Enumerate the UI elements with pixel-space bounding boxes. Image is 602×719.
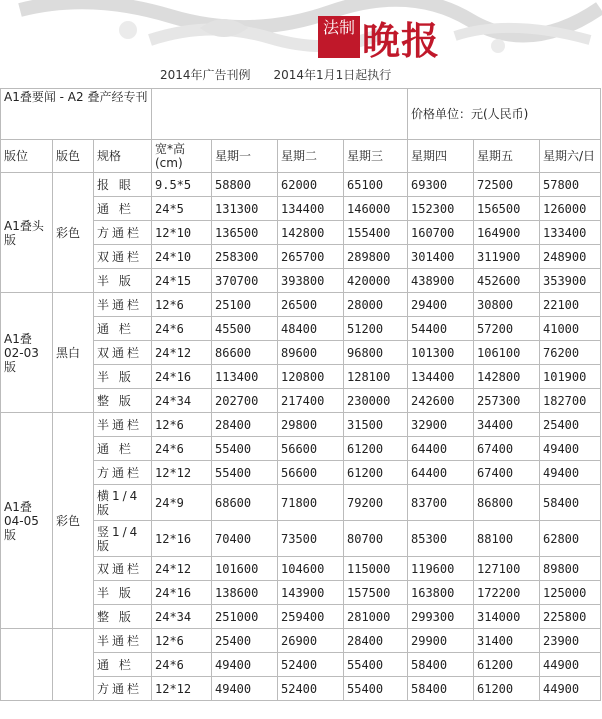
ad-spec: 报 眼 (94, 173, 152, 197)
price-cell: 152300 (408, 197, 474, 221)
ad-size: 12*6 (152, 629, 212, 653)
price-cell: 65100 (344, 173, 408, 197)
ad-spec: 竖1/4版 (94, 521, 152, 557)
price-cell: 25400 (540, 413, 601, 437)
price-cell: 134400 (408, 365, 474, 389)
price-cell: 142800 (278, 221, 344, 245)
ad-size: 12*12 (152, 461, 212, 485)
price-cell: 34400 (474, 413, 540, 437)
price-cell: 115000 (344, 557, 408, 581)
price-cell: 242600 (408, 389, 474, 413)
price-cell: 57800 (540, 173, 601, 197)
price-cell: 49400 (212, 677, 278, 701)
ad-size: 24*10 (152, 245, 212, 269)
price-cell: 28400 (344, 629, 408, 653)
price-cell: 44900 (540, 653, 601, 677)
logo-wanbao-text: 晚报 (362, 18, 441, 63)
ad-size: 12*16 (152, 521, 212, 557)
price-cell: 89800 (540, 557, 601, 581)
price-cell: 125000 (540, 581, 601, 605)
price-cell: 51200 (344, 317, 408, 341)
price-cell: 32900 (408, 413, 474, 437)
ad-position (1, 629, 53, 701)
decorative-swirl-banner (0, 0, 602, 66)
price-cell: 76200 (540, 341, 601, 365)
price-cell: 258300 (212, 245, 278, 269)
price-cell: 202700 (212, 389, 278, 413)
price-cell: 217400 (278, 389, 344, 413)
price-cell: 146000 (344, 197, 408, 221)
price-cell: 101900 (540, 365, 601, 389)
price-cell: 61200 (474, 653, 540, 677)
ad-spec: 半通栏 (94, 293, 152, 317)
price-cell: 83700 (408, 485, 474, 521)
ad-size: 24*34 (152, 605, 212, 629)
price-cell: 164900 (474, 221, 540, 245)
price-cell: 142800 (474, 365, 540, 389)
price-cell: 104600 (278, 557, 344, 581)
ad-position: A1叠04-05版 (1, 413, 53, 629)
price-cell: 45500 (212, 317, 278, 341)
price-cell: 58400 (408, 677, 474, 701)
rate-card-subtitle (160, 66, 391, 83)
price-cell: 61200 (344, 461, 408, 485)
price-cell: 88100 (474, 521, 540, 557)
advertising-rate-table (0, 88, 601, 701)
price-cell: 31500 (344, 413, 408, 437)
price-cell: 67400 (474, 461, 540, 485)
price-cell: 58800 (212, 173, 278, 197)
price-cell: 68600 (212, 485, 278, 521)
price-cell: 131300 (212, 197, 278, 221)
price-cell: 61200 (474, 677, 540, 701)
price-cell: 156500 (474, 197, 540, 221)
table-row (1, 173, 601, 197)
price-cell: 55400 (212, 461, 278, 485)
price-cell: 106100 (474, 341, 540, 365)
price-cell: 101600 (212, 557, 278, 581)
price-cell: 70400 (212, 521, 278, 557)
price-cell: 136500 (212, 221, 278, 245)
ad-spec: 双通栏 (94, 341, 152, 365)
column-header-row (1, 140, 601, 173)
price-cell: 420000 (344, 269, 408, 293)
ad-size: 12*6 (152, 293, 212, 317)
price-cell: 133400 (540, 221, 601, 245)
price-cell: 29900 (408, 629, 474, 653)
price-cell: 30800 (474, 293, 540, 317)
price-cell: 49400 (540, 461, 601, 485)
page-header (0, 0, 602, 90)
price-cell: 64400 (408, 437, 474, 461)
price-cell: 56600 (278, 461, 344, 485)
ad-spec: 横1/4版 (94, 485, 152, 521)
print-color: 黑白 (53, 293, 94, 413)
price-cell: 259400 (278, 605, 344, 629)
ad-size: 24*6 (152, 437, 212, 461)
price-cell: 248900 (540, 245, 601, 269)
ad-size: 24*12 (152, 341, 212, 365)
ad-spec: 半 版 (94, 365, 152, 389)
ad-size: 24*16 (152, 581, 212, 605)
ad-spec: 整 版 (94, 389, 152, 413)
price-cell: 251000 (212, 605, 278, 629)
effective-date: 2014年1月1日起执行 (273, 68, 392, 82)
price-cell: 55400 (212, 437, 278, 461)
ad-position: A1叠头版 (1, 173, 53, 293)
price-cell: 52400 (278, 653, 344, 677)
ad-size: 24*12 (152, 557, 212, 581)
ad-spec: 双通栏 (94, 245, 152, 269)
price-cell: 57200 (474, 317, 540, 341)
price-cell: 80700 (344, 521, 408, 557)
price-cell: 79200 (344, 485, 408, 521)
column-header: 星期六/日 (540, 140, 601, 173)
price-cell: 49400 (540, 437, 601, 461)
ad-size: 24*34 (152, 389, 212, 413)
price-cell: 96800 (344, 341, 408, 365)
table-row (1, 629, 601, 653)
section-title: A1叠要闻 - A2 叠产经专刊 (1, 89, 152, 140)
ad-spec: 半 版 (94, 269, 152, 293)
price-cell: 128100 (344, 365, 408, 389)
ad-position: A1叠02-03版 (1, 293, 53, 413)
column-header: 星期二 (278, 140, 344, 173)
rate-card-year-title: 2014年广告刊例 (160, 68, 251, 82)
price-cell: 160700 (408, 221, 474, 245)
price-unit-label: 价格单位：元(人民币) (408, 89, 601, 140)
ad-spec: 双通栏 (94, 557, 152, 581)
price-cell: 86600 (212, 341, 278, 365)
price-cell: 301400 (408, 245, 474, 269)
ad-size: 12*10 (152, 221, 212, 245)
price-cell: 62000 (278, 173, 344, 197)
price-cell: 101300 (408, 341, 474, 365)
price-cell: 126000 (540, 197, 601, 221)
print-color: 彩色 (53, 173, 94, 293)
price-cell: 353900 (540, 269, 601, 293)
ad-spec: 通 栏 (94, 317, 152, 341)
price-cell: 113400 (212, 365, 278, 389)
price-cell: 230000 (344, 389, 408, 413)
price-cell: 143900 (278, 581, 344, 605)
ad-size: 24*16 (152, 365, 212, 389)
fazhi-wanbao-logo (318, 14, 458, 63)
price-cell: 299300 (408, 605, 474, 629)
section-title-row (1, 89, 601, 140)
column-header: 版色 (53, 140, 94, 173)
column-header: 星期五 (474, 140, 540, 173)
price-cell: 55400 (344, 653, 408, 677)
ad-spec: 通 栏 (94, 653, 152, 677)
price-cell: 72500 (474, 173, 540, 197)
price-cell: 25100 (212, 293, 278, 317)
price-cell: 119600 (408, 557, 474, 581)
price-cell: 265700 (278, 245, 344, 269)
column-header: 星期三 (344, 140, 408, 173)
price-cell: 26500 (278, 293, 344, 317)
ad-spec: 半通栏 (94, 413, 152, 437)
ad-size: 24*15 (152, 269, 212, 293)
price-cell: 22100 (540, 293, 601, 317)
price-cell: 172200 (474, 581, 540, 605)
price-cell: 89600 (278, 341, 344, 365)
price-cell: 56600 (278, 437, 344, 461)
price-cell: 289800 (344, 245, 408, 269)
price-cell: 257300 (474, 389, 540, 413)
print-color (53, 629, 94, 701)
price-cell: 138600 (212, 581, 278, 605)
ad-size: 24*5 (152, 197, 212, 221)
ad-spec: 半通栏 (94, 629, 152, 653)
price-cell: 393800 (278, 269, 344, 293)
column-header: 宽*高(cm) (152, 140, 212, 173)
price-cell: 62800 (540, 521, 601, 557)
price-cell: 438900 (408, 269, 474, 293)
price-cell: 163800 (408, 581, 474, 605)
price-cell: 25400 (212, 629, 278, 653)
price-cell: 127100 (474, 557, 540, 581)
price-cell: 58400 (540, 485, 601, 521)
column-header: 星期四 (408, 140, 474, 173)
column-header: 规格 (94, 140, 152, 173)
ad-spec: 通 栏 (94, 437, 152, 461)
price-cell: 31400 (474, 629, 540, 653)
ad-size: 12*12 (152, 677, 212, 701)
price-cell: 23900 (540, 629, 601, 653)
ad-size: 24*6 (152, 317, 212, 341)
ad-size: 24*6 (152, 653, 212, 677)
ad-spec: 整 版 (94, 605, 152, 629)
price-cell: 370700 (212, 269, 278, 293)
table-row (1, 413, 601, 437)
price-cell: 182700 (540, 389, 601, 413)
price-cell: 52400 (278, 677, 344, 701)
price-cell: 55400 (344, 677, 408, 701)
price-cell: 73500 (278, 521, 344, 557)
price-cell: 85300 (408, 521, 474, 557)
price-cell: 120800 (278, 365, 344, 389)
price-cell: 134400 (278, 197, 344, 221)
ad-size: 24*9 (152, 485, 212, 521)
price-cell: 71800 (278, 485, 344, 521)
price-cell: 67400 (474, 437, 540, 461)
price-cell: 29400 (408, 293, 474, 317)
price-cell: 64400 (408, 461, 474, 485)
price-cell: 48400 (278, 317, 344, 341)
ad-spec: 方通栏 (94, 221, 152, 245)
price-cell: 225800 (540, 605, 601, 629)
price-cell: 44900 (540, 677, 601, 701)
price-cell: 28400 (212, 413, 278, 437)
price-cell: 86800 (474, 485, 540, 521)
price-cell: 155400 (344, 221, 408, 245)
print-color: 彩色 (53, 413, 94, 629)
price-cell: 54400 (408, 317, 474, 341)
ad-size: 9.5*5 (152, 173, 212, 197)
price-cell: 281000 (344, 605, 408, 629)
ad-spec: 半 版 (94, 581, 152, 605)
price-cell: 29800 (278, 413, 344, 437)
price-cell: 28000 (344, 293, 408, 317)
price-cell: 157500 (344, 581, 408, 605)
logo-fazhi-mark: 法制 (318, 16, 360, 58)
ad-size: 12*6 (152, 413, 212, 437)
price-cell: 49400 (212, 653, 278, 677)
column-header: 星期一 (212, 140, 278, 173)
title-blank-area (152, 89, 408, 140)
price-cell: 69300 (408, 173, 474, 197)
price-cell: 26900 (278, 629, 344, 653)
ad-spec: 通 栏 (94, 197, 152, 221)
column-header: 版位 (1, 140, 53, 173)
ad-spec: 方通栏 (94, 461, 152, 485)
price-cell: 61200 (344, 437, 408, 461)
price-cell: 314000 (474, 605, 540, 629)
table-row (1, 293, 601, 317)
price-cell: 41000 (540, 317, 601, 341)
price-cell: 311900 (474, 245, 540, 269)
price-cell: 58400 (408, 653, 474, 677)
ad-spec: 方通栏 (94, 677, 152, 701)
price-cell: 452600 (474, 269, 540, 293)
